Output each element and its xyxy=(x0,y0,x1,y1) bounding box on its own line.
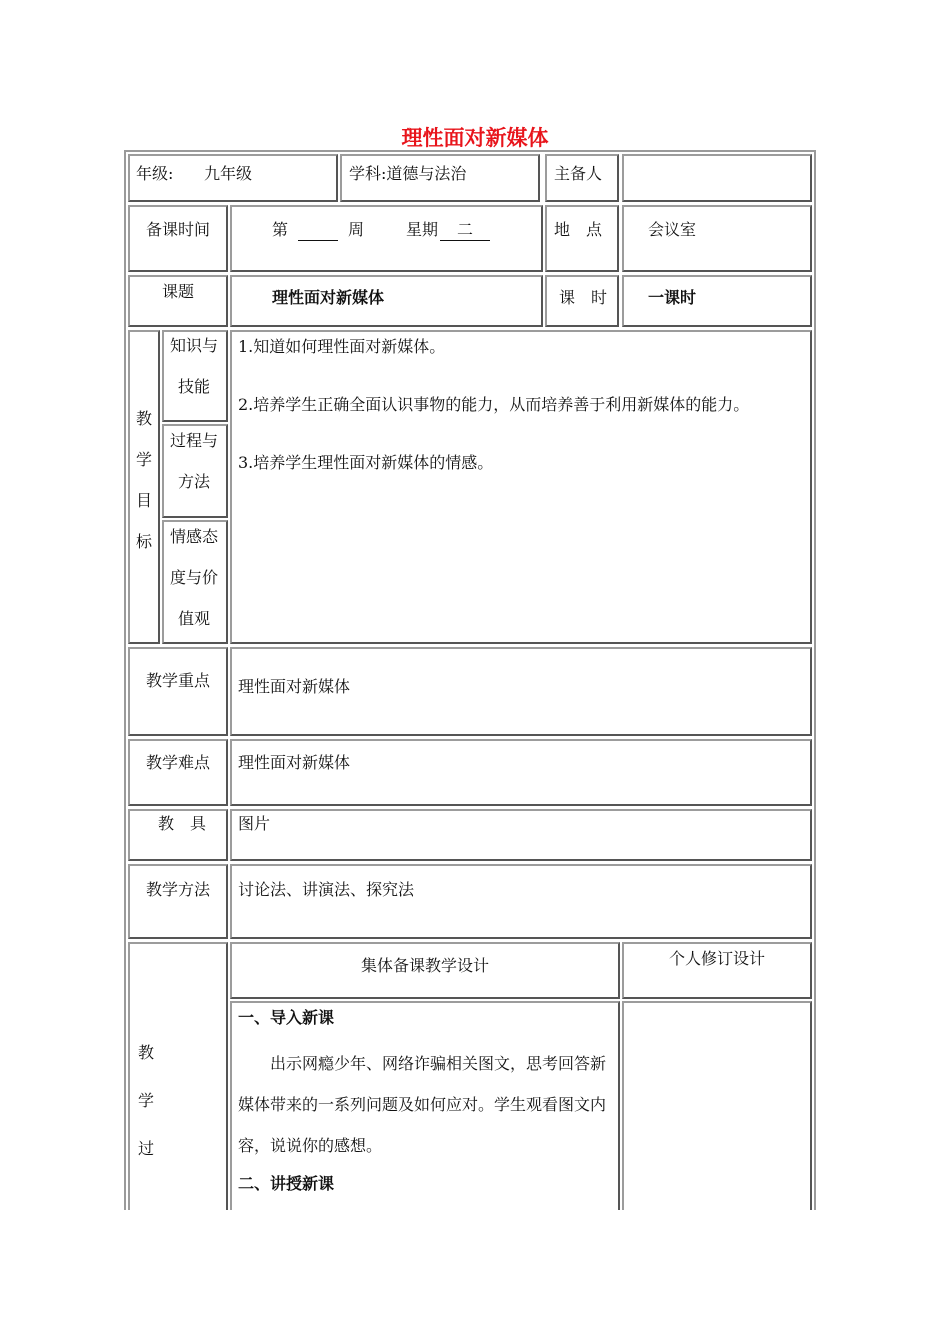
tools-value-cell xyxy=(230,809,812,861)
topic-label-cell xyxy=(128,275,228,327)
week-value xyxy=(298,220,338,241)
sub-label-line: 技能 xyxy=(178,377,211,396)
objectives-label-char: 目 xyxy=(135,491,152,510)
section2-title: 二、讲授新课 xyxy=(238,1174,335,1193)
objective-sub-emotion xyxy=(162,520,228,644)
objectives-content-cell xyxy=(230,330,812,644)
method-value-cell xyxy=(230,864,812,939)
objectives-label-char: 学 xyxy=(135,450,152,469)
key-point-value: 理性面对新媒体 xyxy=(238,677,351,696)
weekday-prefix: 星期 xyxy=(406,220,439,239)
location-label: 地 点 xyxy=(554,220,603,239)
method-label-cell xyxy=(128,864,228,939)
method-label: 教学方法 xyxy=(146,880,211,899)
weekday-value: 二 xyxy=(440,220,490,241)
collective-header: 集体备课教学设计 xyxy=(360,956,489,975)
objectives-label-cell xyxy=(128,330,160,644)
process-label-char: 教 xyxy=(137,1043,154,1062)
week-prefix: 第 xyxy=(272,220,289,239)
location-label-cell xyxy=(545,205,619,272)
prep-time-label-cell xyxy=(128,205,228,272)
grade-cell xyxy=(128,154,338,202)
location-value: 会议室 xyxy=(648,220,697,239)
personal-content-cell xyxy=(622,1001,812,1210)
subject-cell xyxy=(340,154,540,202)
objectives-label-char: 标 xyxy=(135,532,152,551)
grade-value: 九年级 xyxy=(204,164,253,183)
sub-label-line: 方法 xyxy=(178,472,211,491)
objective-sub-process xyxy=(162,424,228,518)
page-title: 理性面对新媒体 xyxy=(401,126,549,150)
personal-header: 个人修订设计 xyxy=(668,949,765,968)
section1-body: 出示网瘾少年、网络诈骗相关图文，思考回答新媒体带来的一系列问题及如何应对。学生观看图文内容，说说你的感想。 xyxy=(238,1054,607,1155)
prep-time-label: 备课时间 xyxy=(146,220,211,239)
collective-header-cell xyxy=(230,942,620,999)
sub-label-line: 值观 xyxy=(178,609,211,628)
section1-title: 一、导入新课 xyxy=(238,1008,335,1027)
topic-label: 课题 xyxy=(162,282,195,301)
objective-sub-knowledge xyxy=(162,330,228,422)
preparer-label-cell xyxy=(545,154,619,202)
tools-label: 教 具 xyxy=(158,814,207,833)
period-label: 课 时 xyxy=(559,288,608,307)
collective-content-cell xyxy=(230,1001,620,1210)
topic-value: 理性面对新媒体 xyxy=(272,288,385,307)
sub-label-line: 知识与 xyxy=(170,336,219,355)
period-value-cell xyxy=(622,275,812,327)
key-point-label: 教学重点 xyxy=(146,671,211,690)
grade-label: 年级: xyxy=(136,164,174,183)
sub-label-line: 度与价 xyxy=(170,568,219,587)
objective-item: 1.知道如何理性面对新媒体。 xyxy=(238,337,446,356)
topic-value-cell xyxy=(230,275,543,327)
preparer-value-cell xyxy=(622,154,812,202)
difficulty-value-cell xyxy=(230,739,812,806)
difficulty-label-cell xyxy=(128,739,228,806)
key-point-value-cell xyxy=(230,647,812,736)
process-label-char: 过 xyxy=(137,1139,154,1158)
difficulty-value: 理性面对新媒体 xyxy=(238,753,351,772)
week-suffix: 周 xyxy=(348,220,365,239)
tools-label-cell xyxy=(128,809,228,861)
objective-item: 3.培养学生理性面对新媒体的情感。 xyxy=(238,453,494,472)
personal-header-cell xyxy=(622,942,812,999)
key-point-label-cell xyxy=(128,647,228,736)
objective-item: 2.培养学生正确全面认识事物的能力，从而培养善于利用新媒体的能力。 xyxy=(238,395,750,414)
period-label-cell xyxy=(545,275,619,327)
process-label-cell xyxy=(128,942,228,1210)
location-value-cell xyxy=(622,205,812,272)
preparer-label: 主备人 xyxy=(554,164,603,183)
tools-value: 图片 xyxy=(238,814,271,833)
subject-text: 学科:道德与法治 xyxy=(349,164,467,183)
process-label xyxy=(136,1029,156,1173)
difficulty-label: 教学难点 xyxy=(146,753,211,772)
objectives-label-char: 教 xyxy=(135,409,152,428)
sub-label-line: 过程与 xyxy=(170,431,219,450)
sub-label-line: 情感态 xyxy=(170,527,219,546)
process-label-char: 学 xyxy=(137,1091,154,1110)
period-value: 一课时 xyxy=(648,288,697,307)
prep-time-value-cell xyxy=(230,205,543,272)
method-value: 讨论法、讲演法、探究法 xyxy=(238,880,415,899)
objectives-label xyxy=(134,398,154,562)
